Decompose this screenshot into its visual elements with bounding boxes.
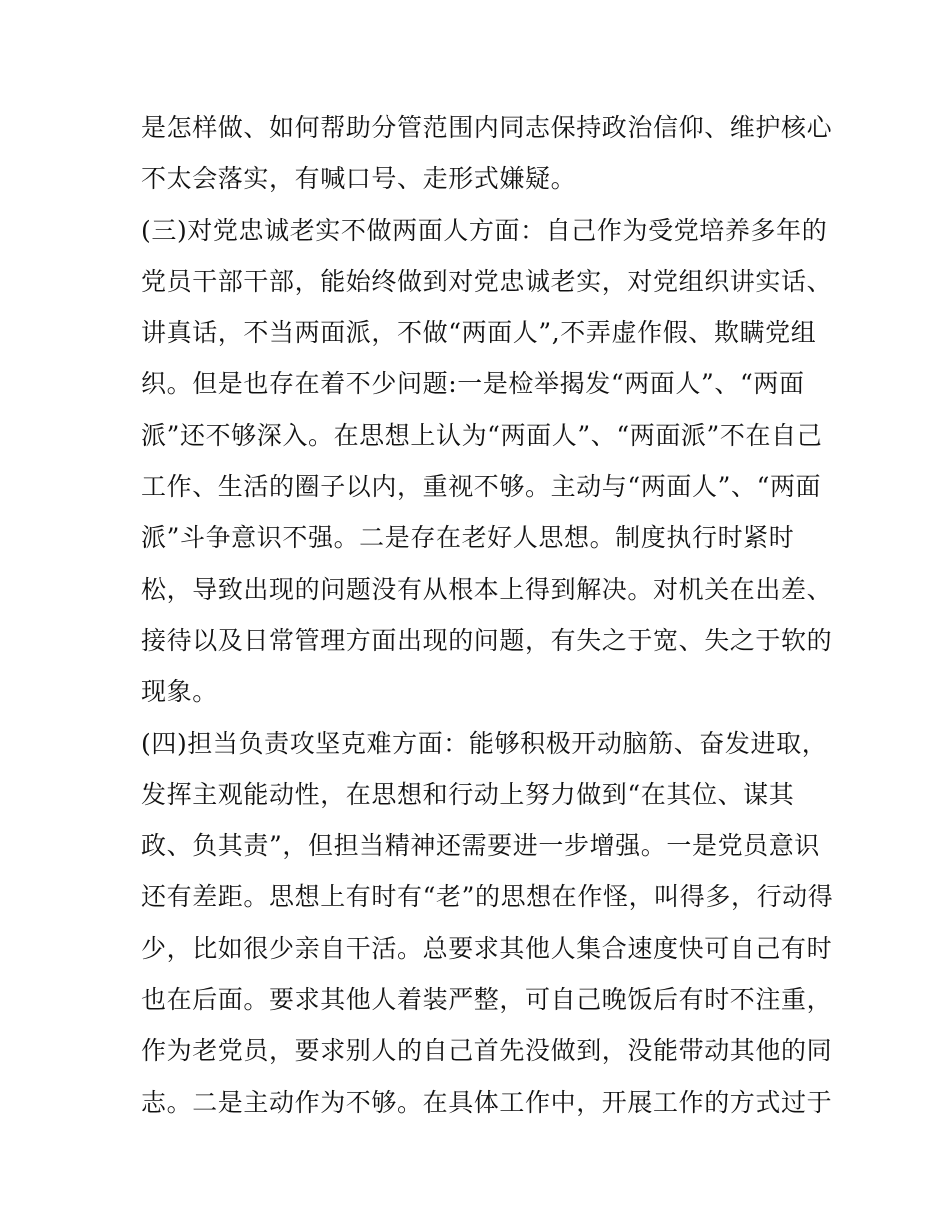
text-line: 工作、生活的圈子以内，重视不够。主动与“两面人”、“两面 <box>141 472 822 502</box>
text-line: 志。二是主动作为不够。在具体工作中，开展工作的方式过于 <box>141 1087 833 1117</box>
text-line: 松，导致出现的问题没有从根本上得到解决。对机关在出差、 <box>141 574 833 604</box>
text-line: 派”还不够深入。在思想上认为“两面人”、“两面派”不在自己 <box>141 420 823 450</box>
text-line: 讲真话，不当两面派，不做“两面人”,不弄虚作假、欺瞒党组 <box>141 318 817 348</box>
text-line: 不太会落实，有喊口号、走形式嫌疑。 <box>141 164 577 194</box>
text-line: 少，比如很少亲自干活。总要求其他人集合速度快可自己有时 <box>141 933 833 963</box>
text-line: (四)担当负责攻坚克难方面：能够积极开动脑筋、奋发进取， <box>141 728 828 758</box>
text-line: 现象。 <box>141 677 218 707</box>
text-line: 派”斗争意识不强。二是存在老好人思想。制度执行时紧时 <box>141 523 795 553</box>
text-line: 发挥主观能动性，在思想和行动上努力做到“在其位、谋其 <box>141 779 795 809</box>
text-line: 是怎样做、如何帮助分管范围内同志保持政治信仰、维护核心 <box>141 113 833 142</box>
text-line: 也在后面。要求其他人着装严整，可自己晚饭后有时不注重， <box>141 985 833 1015</box>
text-line: 党员干部干部，能始终做到对党忠诚老实，对党组织讲实话、 <box>141 266 833 296</box>
text-line: 还有差距。思想上有时有“老”的思想在作怪，叫得多，行动得 <box>141 882 834 912</box>
text-line: 政、负其责”，但担当精神还需要进一步增强。一是党员意识 <box>141 831 820 861</box>
text-line: (三)对党忠诚老实不做两面人方面：自己作为受党培养多年的 <box>141 215 828 245</box>
text-line: 作为老党员，要求别人的自己首先没做到，没能带动其他的同 <box>141 1036 833 1066</box>
text-line: 织。但是也存在着不少问题:一是检举揭发“两面人”、“两面 <box>141 369 805 399</box>
text-line: 接待以及日常管理方面出现的问题，有失之于宽、失之于软的 <box>141 625 833 655</box>
body-text <box>141 102 834 1128</box>
